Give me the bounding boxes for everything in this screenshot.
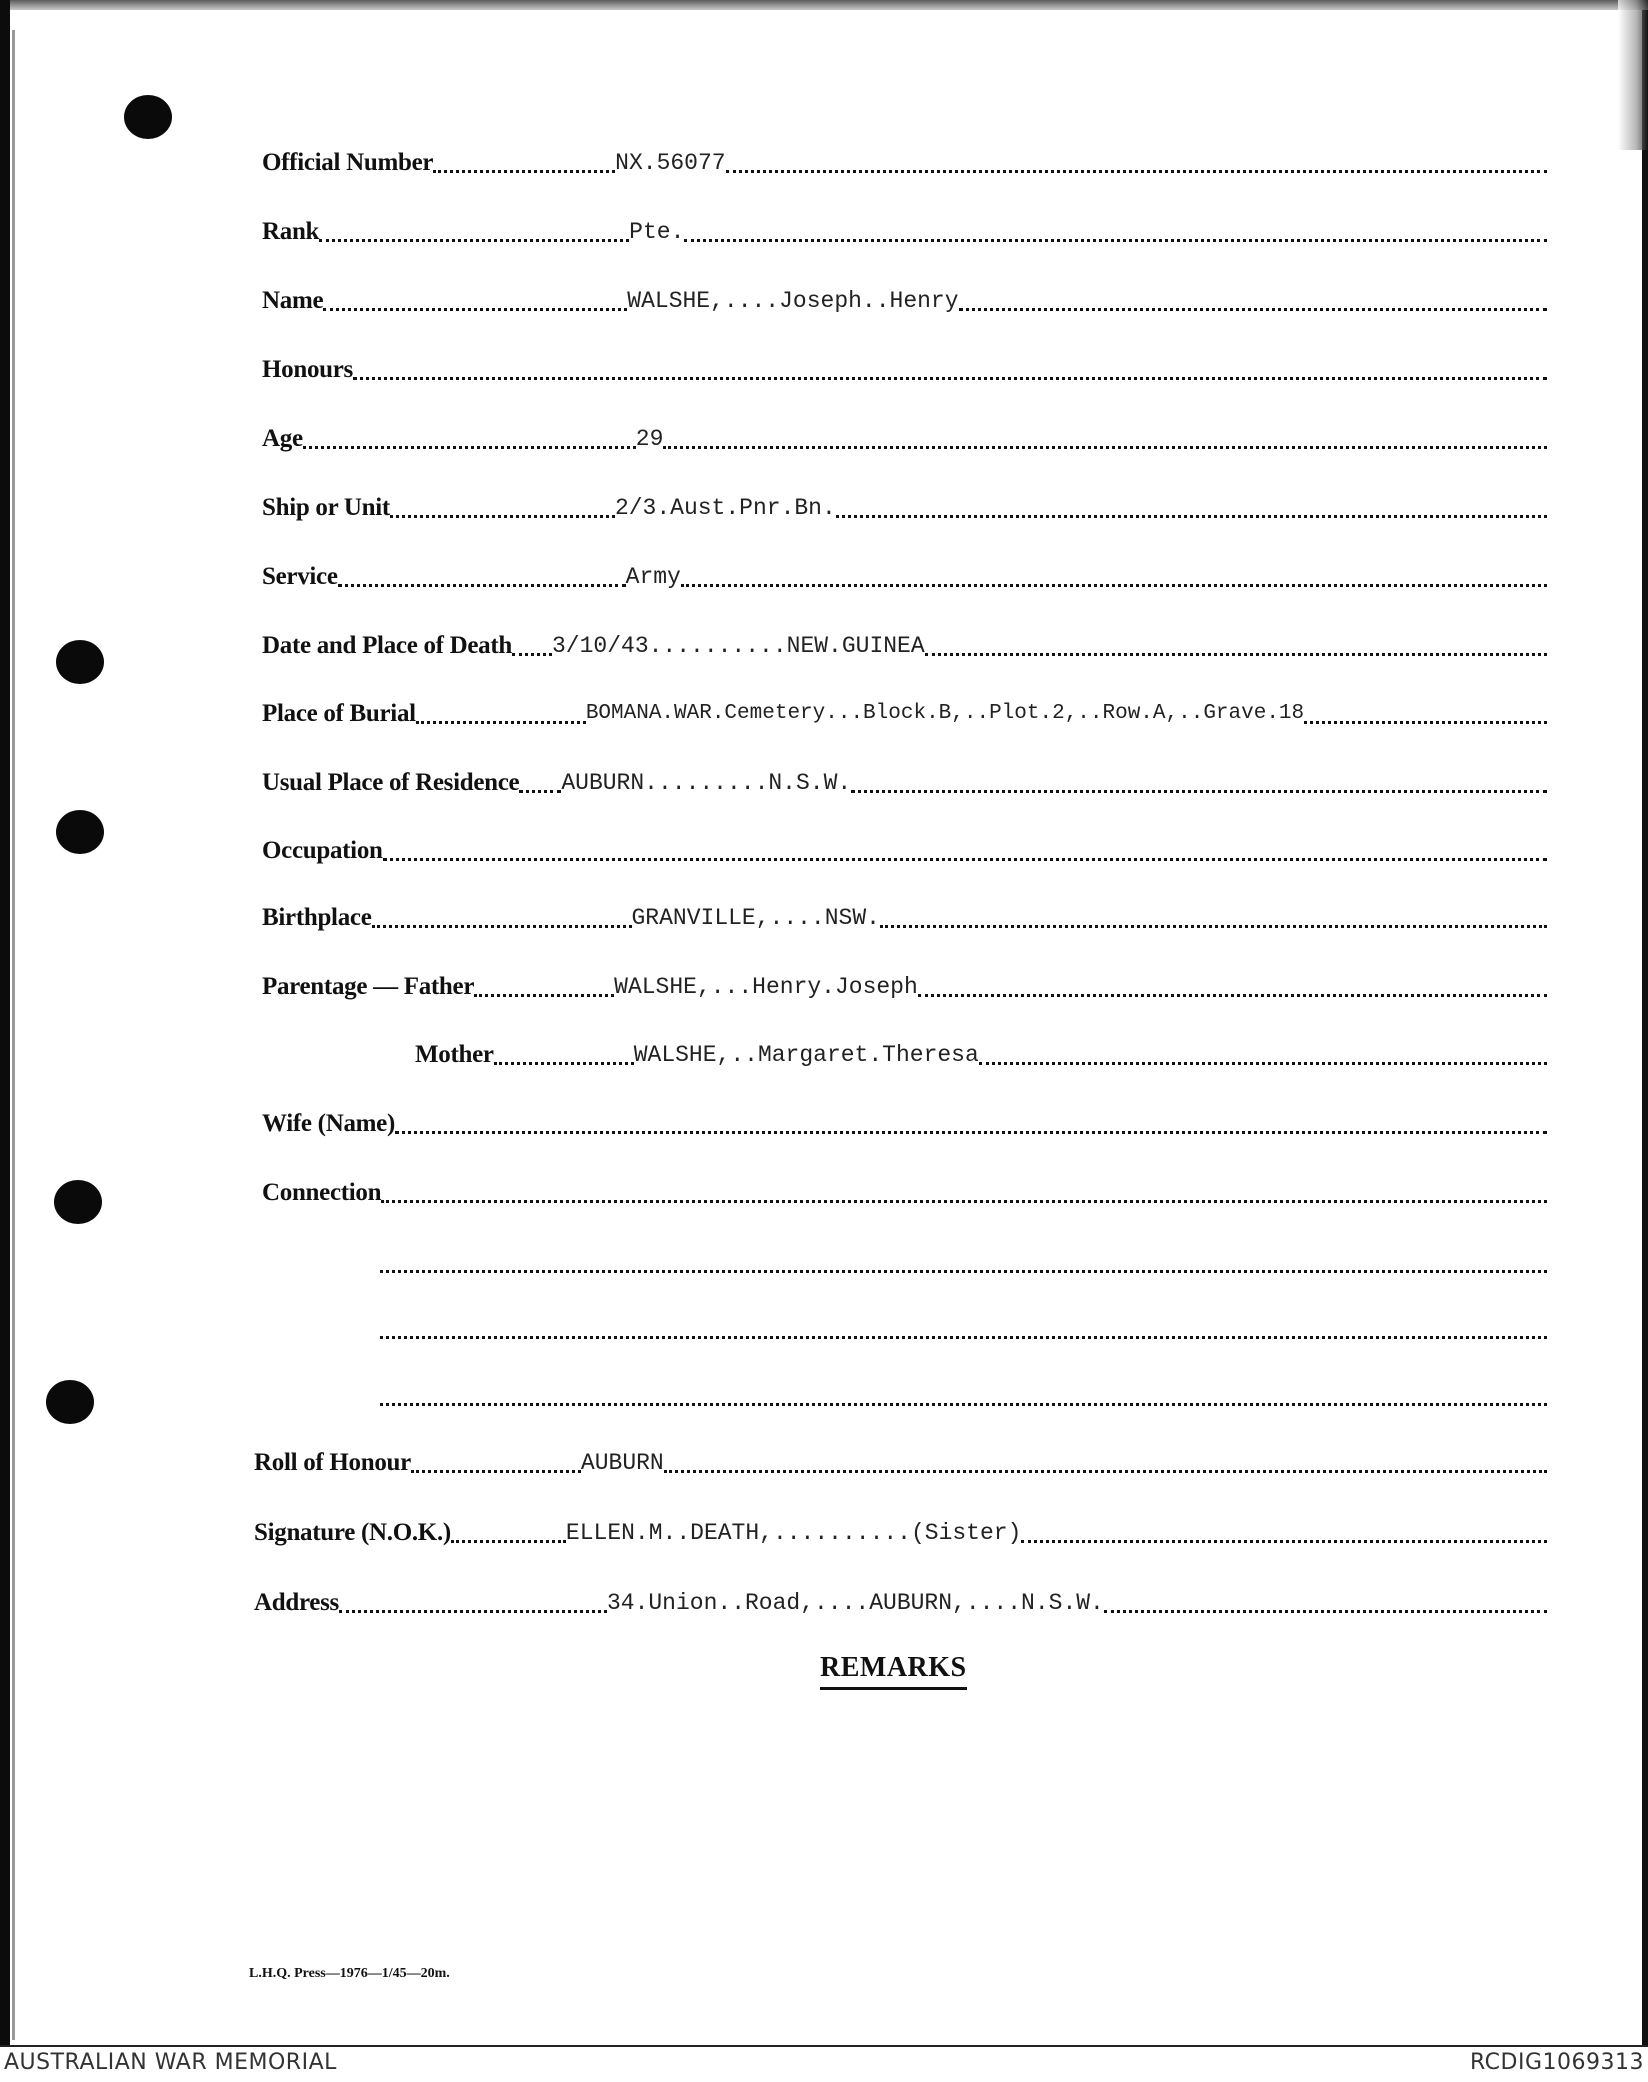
dot-leader <box>383 858 1547 861</box>
field-rank <box>262 217 1547 247</box>
connection-blank-line <box>380 1381 1547 1411</box>
dot-leader <box>1104 1610 1547 1613</box>
field-label: Usual Place of Residence <box>262 769 520 796</box>
dot-leader <box>353 377 1547 380</box>
dot-leader <box>512 653 552 656</box>
field-value: 3/10/43..........NEW.GUINEA <box>552 633 925 659</box>
field-label: Official Number <box>262 149 434 176</box>
field-label: Connection <box>262 1179 382 1206</box>
field-label: Parentage — Father <box>262 973 475 1000</box>
field-label: Address <box>254 1589 339 1616</box>
field-value: 2/3.Aust.Pnr.Bn. <box>614 495 836 521</box>
dot-leader <box>395 1131 1547 1134</box>
dot-leader <box>959 308 1547 311</box>
field-father <box>262 972 1547 1002</box>
field-mother <box>415 1040 1547 1070</box>
punch-hole-mark <box>54 1180 102 1224</box>
field-label: Honours <box>262 356 353 383</box>
field-label: Place of Burial <box>262 700 416 727</box>
field-date-place-of-death <box>262 631 1547 661</box>
scan-edge-left-shadow <box>12 30 15 2040</box>
dot-leader <box>519 790 561 793</box>
punch-hole-mark <box>56 810 104 854</box>
field-label: Roll of Honour <box>254 1449 411 1476</box>
dot-leader <box>380 1270 1547 1273</box>
field-official-number <box>262 148 1547 178</box>
field-usual-residence <box>262 768 1547 798</box>
field-address <box>254 1588 1547 1618</box>
footer-record-id: RCDIG1069313 <box>1469 2050 1644 2075</box>
connection-blank-line <box>380 1248 1547 1278</box>
field-value: 34.Union..Road,....AUBURN,....N.S.W. <box>606 1590 1104 1616</box>
field-honours <box>262 355 1547 385</box>
field-value: ELLEN.M..DEATH,..........(Sister) <box>565 1520 1022 1546</box>
dot-leader <box>664 1470 1547 1473</box>
field-value: WALSHE,....Joseph..Henry <box>627 288 959 314</box>
field-value: WALSHE,...Henry.Joseph <box>614 974 918 1000</box>
punch-hole-mark <box>46 1380 94 1424</box>
punch-hole-mark <box>124 95 172 139</box>
dot-leader <box>380 1403 1547 1406</box>
dot-leader <box>433 170 615 173</box>
field-value: GRANVILLE,....NSW. <box>631 905 880 931</box>
field-value: WALSHE,..Margaret.Theresa <box>633 1042 979 1068</box>
dot-leader <box>925 653 1547 656</box>
field-value: Pte. <box>629 219 685 245</box>
field-value: 29 <box>635 426 664 452</box>
dot-leader <box>1304 721 1547 724</box>
dot-leader <box>381 1200 1547 1203</box>
field-age <box>262 424 1547 454</box>
scan-edge-top <box>0 0 1648 10</box>
field-roll-of-honour <box>254 1448 1547 1478</box>
dot-leader <box>416 721 586 724</box>
dot-leader <box>319 239 629 242</box>
field-label: Name <box>262 287 324 314</box>
scan-edge-right <box>1642 10 1648 2046</box>
field-signature-nok <box>254 1518 1547 1548</box>
dot-leader <box>979 1062 1547 1065</box>
field-place-of-burial <box>262 699 1547 729</box>
field-label: Birthplace <box>262 904 372 931</box>
dot-leader <box>663 446 1547 449</box>
dot-leader <box>380 1336 1547 1339</box>
dot-leader <box>303 446 636 449</box>
field-label: Wife (Name) <box>262 1110 395 1137</box>
field-label: Signature (N.O.K.) <box>254 1519 451 1546</box>
field-label: Occupation <box>262 837 383 864</box>
field-ship-or-unit <box>262 493 1547 523</box>
dot-leader <box>1021 1540 1547 1543</box>
dot-leader <box>372 925 632 928</box>
scan-edge-right-top <box>1618 0 1648 150</box>
dot-leader <box>411 1470 581 1473</box>
field-value: AUBURN <box>580 1450 664 1476</box>
dot-leader <box>323 308 627 311</box>
field-value: AUBURN.........N.S.W. <box>561 770 852 796</box>
press-note: L.H.Q. Press—1976—1/45—20m. <box>249 1966 450 1981</box>
remarks-heading: REMARKS <box>820 1652 967 1690</box>
field-label: Ship or Unit <box>262 494 390 521</box>
dot-leader <box>338 584 626 587</box>
field-label: Rank <box>262 218 320 245</box>
dot-leader <box>918 994 1547 997</box>
dot-leader <box>880 925 1547 928</box>
field-occupation <box>262 836 1547 866</box>
field-value: NX.56077 <box>615 150 726 176</box>
field-service <box>262 562 1547 592</box>
field-label: Service <box>262 563 338 590</box>
field-connection <box>262 1178 1547 1208</box>
dot-leader <box>474 994 614 997</box>
field-label: Age <box>262 425 303 452</box>
field-label: Date and Place of Death <box>262 632 512 659</box>
page-bottom-edge <box>0 2045 1648 2047</box>
field-wife-name <box>262 1109 1547 1139</box>
field-value: Army <box>625 564 681 590</box>
field-name <box>262 286 1547 316</box>
scan-edge-left <box>0 0 10 2046</box>
footer-institution: AUSTRALIAN WAR MEMORIAL <box>4 2050 337 2075</box>
dot-leader <box>339 1610 607 1613</box>
field-birthplace <box>262 903 1547 933</box>
punch-hole-mark <box>56 640 104 684</box>
dot-leader <box>494 1062 634 1065</box>
field-value: BOMANA.WAR.Cemetery...Block.B,..Plot.2,..Row.A,..Grave.18 <box>585 702 1305 725</box>
dot-leader <box>681 584 1547 587</box>
dot-leader <box>451 1540 566 1543</box>
dot-leader <box>836 515 1547 518</box>
connection-blank-line <box>380 1314 1547 1344</box>
dot-leader <box>390 515 615 518</box>
field-label: Mother <box>415 1041 494 1068</box>
dot-leader <box>726 170 1547 173</box>
dot-leader <box>684 239 1547 242</box>
dot-leader <box>851 790 1547 793</box>
